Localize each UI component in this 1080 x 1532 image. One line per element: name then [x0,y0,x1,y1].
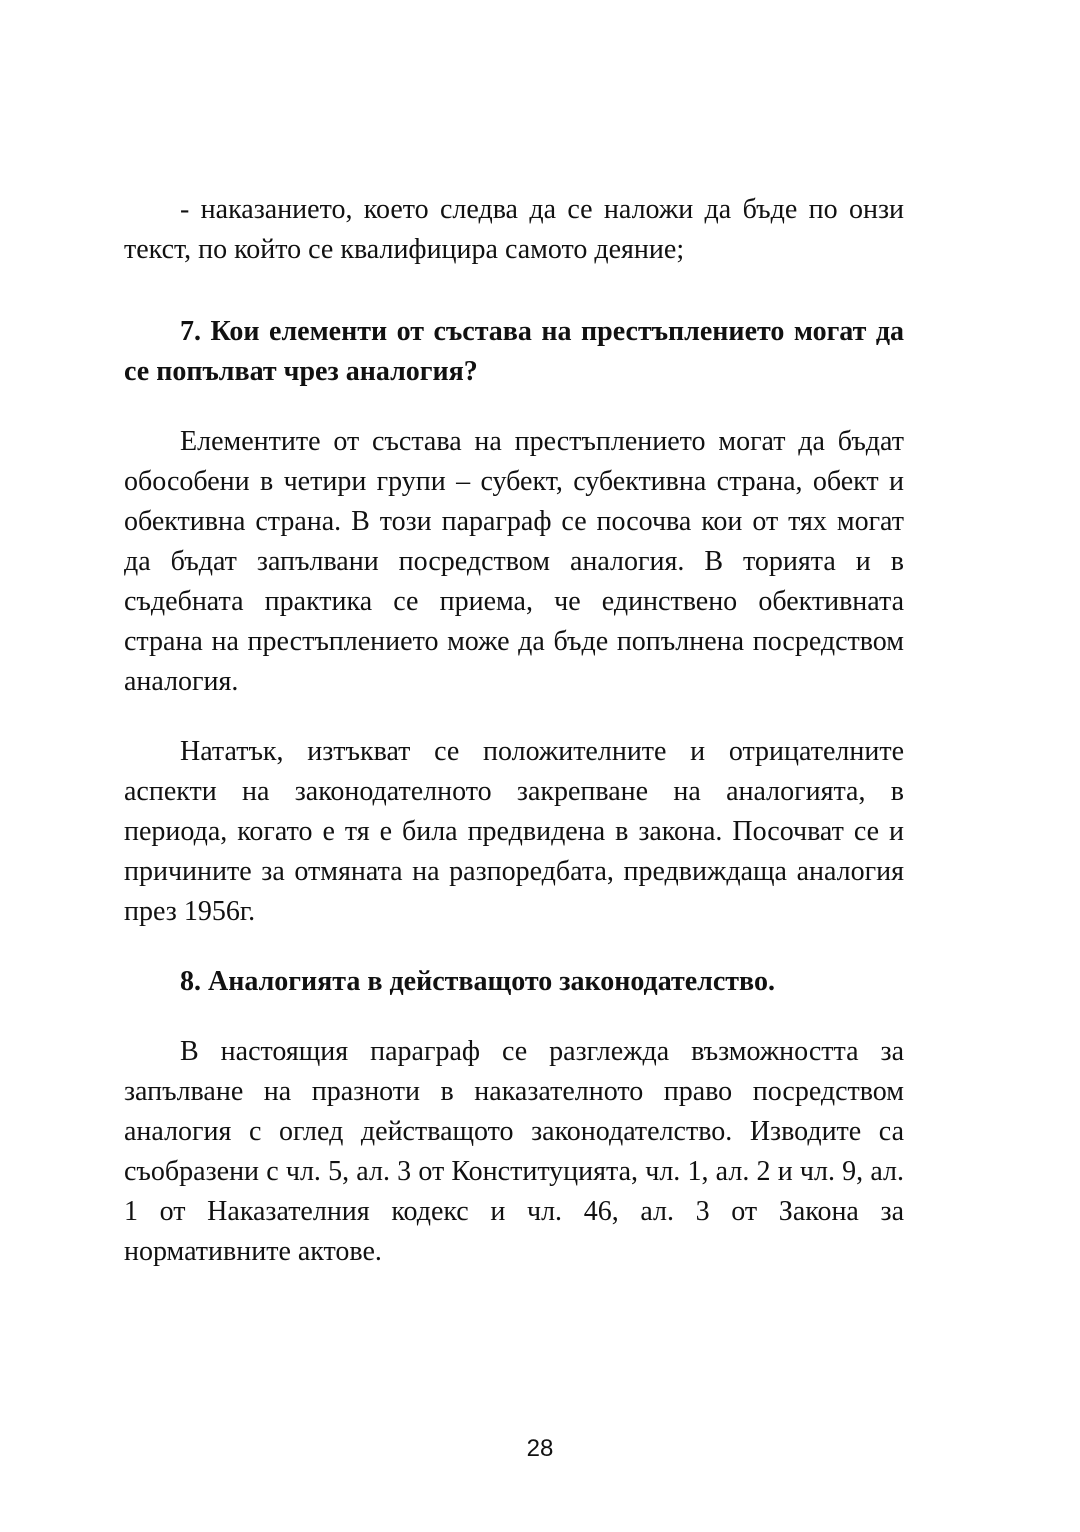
page-number: 28 [526,1435,554,1462]
section-heading-8: 8. Аналогията в действащото законодателство. [180,966,775,997]
paragraph-aspects: Нататък, изтъкват се положителните и отрицателните аспекти на законодателното закрепване на аналогията, в периода, когато е тя е била предвидена в закона. Посочват се и причините за отмяната на разпоредбата, предвиждаща аналогия през 1956г. [124,736,904,927]
page-body [124,190,904,1272]
paragraph-elements: Елементите от състава на престъплението могат да бъдат обособени в четири групи – субект, субективна страна, обект и обективна страна. В този параграф се посочва кои от тях могат да бъдат запълвани посредством аналогия. В торията и в съдебната практика се приема, че единствено обективната страна на престъплението може да бъде попълнена посредством аналогия. [124,426,904,697]
bullet-item: - наказанието, което следва да се наложи да бъде по онзи текст, по който се квалифицира самото деяние; [124,194,904,265]
section-heading-7: 7. Кои елементи от състава на престъплението могат да се попълват чрез аналогия? [124,316,904,387]
paragraph-legislation: В настоящия параграф се разглежда възможността за запълване на празноти в наказателното право посредством аналогия с оглед действащото законодателство. Изводите са съобразени с чл. 5, ал. 3 от Конституцията, чл. 1, ал. 2 и чл. 9, ал. 1 от Наказателния кодекс и чл. 46, ал. 3 от Закона за нормативните актове. [124,1036,904,1267]
